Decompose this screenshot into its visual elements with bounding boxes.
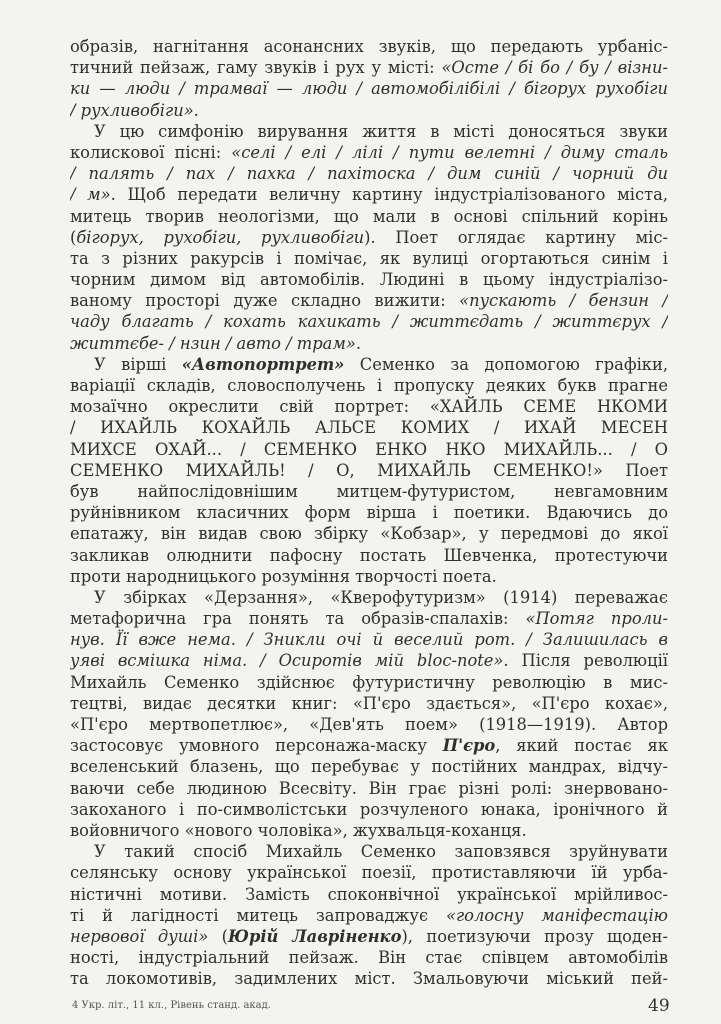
text-line <box>70 248 668 269</box>
emphasized-text: ки — люди / трамваї — люди / автомобілібілі / бігорух рухобіги <box>70 79 668 99</box>
text-segment: та з різних ракурсів і помічає, як вулиці огортаються синім і <box>70 248 668 268</box>
text-segment: та локомотивів, задимлених міст. Змальовуючи міський пей- <box>70 969 668 989</box>
text-line <box>70 121 668 142</box>
text-line <box>70 78 668 99</box>
text-segment: У такий спосіб Михайль Семенко заповзявся зруйнувати <box>94 842 668 862</box>
text-segment: варіації складів, словосполучень і пропуску деяких букв прагне <box>70 376 668 395</box>
text-line <box>70 947 668 968</box>
text-segment: / ИХАЙЛЬ КОХАЙЛЬ АЛЬСЕ КОМИХ / ИХАЙ МЕСЕН <box>70 418 668 438</box>
text-segment: епатажу, він видав свою збірку «Кобзар», у передмові до якої <box>70 524 668 544</box>
text-segment: . <box>355 333 362 353</box>
text-segment: тецтві, видає десятки книг: «П'єро здається», «П'єро кохає», <box>70 693 668 713</box>
text-segment: колискової пісні: <box>70 142 232 162</box>
text-segment: митець творив неологізми, що мали в основі спільний корінь <box>70 206 668 226</box>
text-line <box>70 608 668 629</box>
emphasized-text: бігорух, рухобіги, рухливобіги <box>76 227 365 247</box>
text-line <box>70 756 668 777</box>
text-line <box>70 57 668 78</box>
text-line <box>70 820 668 841</box>
text-segment: проти народницького розуміння творчості поета. <box>70 566 497 586</box>
text-line <box>70 735 668 756</box>
text-line <box>70 460 668 481</box>
text-segment: . <box>193 100 199 120</box>
text-segment: ваному просторі дуже складно вижити: <box>70 291 460 311</box>
text-line <box>70 862 668 883</box>
text-line <box>70 587 668 608</box>
emphasized-text: нув. Її вже нема. / Зникли очі й веселий рот. / Залишилась в <box>70 630 668 650</box>
text-line <box>70 163 668 184</box>
text-segment: , який постає як <box>495 736 668 756</box>
text-line <box>70 545 668 566</box>
text-segment: ваючи себе людиною Всесвіту. Він грає різні ролі: знервовано- <box>70 778 668 798</box>
text-segment: «П'єро мертвопетлює», «Дев'ять поем» (1918—1919). Автор <box>70 715 668 734</box>
emphasized-text: життєбе- / нзин / авто / трам» <box>70 333 356 353</box>
emphasized-text: «Потяг проли- <box>525 609 668 629</box>
text-segment: СЕМЕНКО МИХАЙЛЬ! / О, МИХАЙЛЬ СЕМЕНКО!» Поет <box>70 460 668 480</box>
text-line <box>70 354 668 375</box>
text-line <box>70 333 668 354</box>
text-segment: ності, індустріальний пейзаж. Він стає співцем автомобілів <box>70 948 668 968</box>
text-line <box>70 566 668 587</box>
footer-signature: 4 Укр. літ., 11 кл., Рівень станд. акад. <box>72 1000 271 1011</box>
text-segment: войовничого «нового чоловіка», жухвальця-коханця. <box>70 820 527 840</box>
text-segment: ( <box>208 926 229 946</box>
text-line <box>70 396 668 417</box>
emphasized-text: уяві всмішка німа. / Осиротів мій bloc-note» <box>70 651 504 671</box>
text-segment: Семенко за допомогою графіки, <box>344 354 668 374</box>
text-line <box>70 502 668 523</box>
emphasized-text: «Автопортрет» <box>181 354 345 374</box>
text-line <box>70 778 668 799</box>
text-segment: . Щоб передати величну картину індустріалізованого міста, <box>110 185 668 205</box>
text-segment: . Після революції <box>503 651 668 671</box>
page-body-text <box>70 36 668 989</box>
emphasized-text: / палять / пах / пахка / пахітоска / дим синій / чорний ди <box>70 164 668 184</box>
text-line <box>70 290 668 311</box>
text-line <box>70 926 668 947</box>
text-segment: ), поетизуючи прозу щоден- <box>401 926 668 946</box>
text-line <box>70 36 668 57</box>
text-segment: У збірках «Дерзання», «Кверофутуризм» (1914) переважає <box>94 587 668 607</box>
emphasized-text: / рухливобіги» <box>70 100 194 120</box>
text-line <box>70 184 668 205</box>
text-line <box>70 439 668 460</box>
text-line <box>70 227 668 248</box>
text-line <box>70 799 668 820</box>
emphasized-text: чаду благать / кохать кахикать / життєдать / життєрух / <box>70 312 668 332</box>
text-segment: ). Поет оглядає картину міс- <box>364 227 668 247</box>
emphasized-text: «голосну маніфестацію <box>445 905 668 925</box>
emphasized-text: П'єро <box>442 736 496 756</box>
text-line <box>70 714 668 735</box>
text-segment: ті й лагідності митець запроваджує <box>70 905 446 925</box>
text-line <box>70 905 668 926</box>
text-line <box>70 206 668 227</box>
emphasized-text: нервової душі» <box>70 926 209 946</box>
text-line <box>70 481 668 502</box>
emphasized-text: «Осте / бі бо / бу / візни- <box>441 58 668 78</box>
text-segment: був найпослідовнішим митцем-футуристом, невгамовним <box>70 481 668 501</box>
text-segment: тичний пейзаж, гаму звуків і рух у місті: <box>70 58 442 78</box>
emphasized-text: Юрій Лавріненко <box>228 926 402 946</box>
text-line <box>70 375 668 396</box>
text-line <box>70 650 668 671</box>
text-segment: ( <box>70 227 77 247</box>
text-segment: МИХСЕ ОХАЙ... / СЕМЕНКО ЕНКО НКО МИХАЙЛЬ... / О <box>70 439 668 459</box>
text-segment: застосовує умовного персонажа-маску <box>70 736 443 756</box>
text-line <box>70 672 668 693</box>
text-segment: закоханого і по-символістськи розчуленого юнака, іронічного й <box>70 799 668 819</box>
text-line <box>70 311 668 332</box>
text-segment: руйнівником класичних форм вірша і поетики. Вдаючись до <box>70 503 668 523</box>
text-line <box>70 693 668 714</box>
text-segment: мозаїчно окреслити свій портрет: «ХАЙЛЬ СЕМЕ НКОМИ <box>70 397 668 417</box>
text-segment: У вірші <box>94 354 182 374</box>
text-line <box>70 417 668 438</box>
emphasized-text: «пускають / бензин / <box>459 291 668 311</box>
text-segment: селянську основу української поезії, протиставляючи їй урба- <box>70 863 668 883</box>
text-segment: метафорична гра понять та образів-спалахів: <box>70 609 526 629</box>
text-line <box>70 100 668 121</box>
text-line <box>70 269 668 290</box>
text-line <box>70 142 668 163</box>
emphasized-text: «селі / елі / лілі / пути велетні / диму сталь <box>231 142 668 162</box>
text-line <box>70 884 668 905</box>
text-segment: закликав олюднити пафосну постать Шевченка, протестуючи <box>70 545 668 565</box>
text-line <box>70 523 668 544</box>
text-segment: Михайль Семенко здійснює футуристичну революцію в мис- <box>70 672 668 692</box>
text-line <box>70 629 668 650</box>
text-segment: чорним димом від автомобілів. Людині в цьому індустріалізо- <box>70 270 668 290</box>
text-line <box>70 968 668 989</box>
text-segment: ністичні мотиви. Замість споконвічної української мрійливос- <box>70 884 668 904</box>
page-number: 49 <box>648 996 670 1016</box>
text-segment: вселенський блазень, що перебуває у постійних мандрах, відчу- <box>70 757 668 777</box>
emphasized-text: / м» <box>70 185 111 205</box>
text-line <box>70 841 668 862</box>
text-segment: образів, нагнітання асонансних звуків, що передають урбаніс- <box>70 37 668 56</box>
text-segment: У цю симфонію вирування життя в місті доносяться звуки <box>94 121 668 141</box>
